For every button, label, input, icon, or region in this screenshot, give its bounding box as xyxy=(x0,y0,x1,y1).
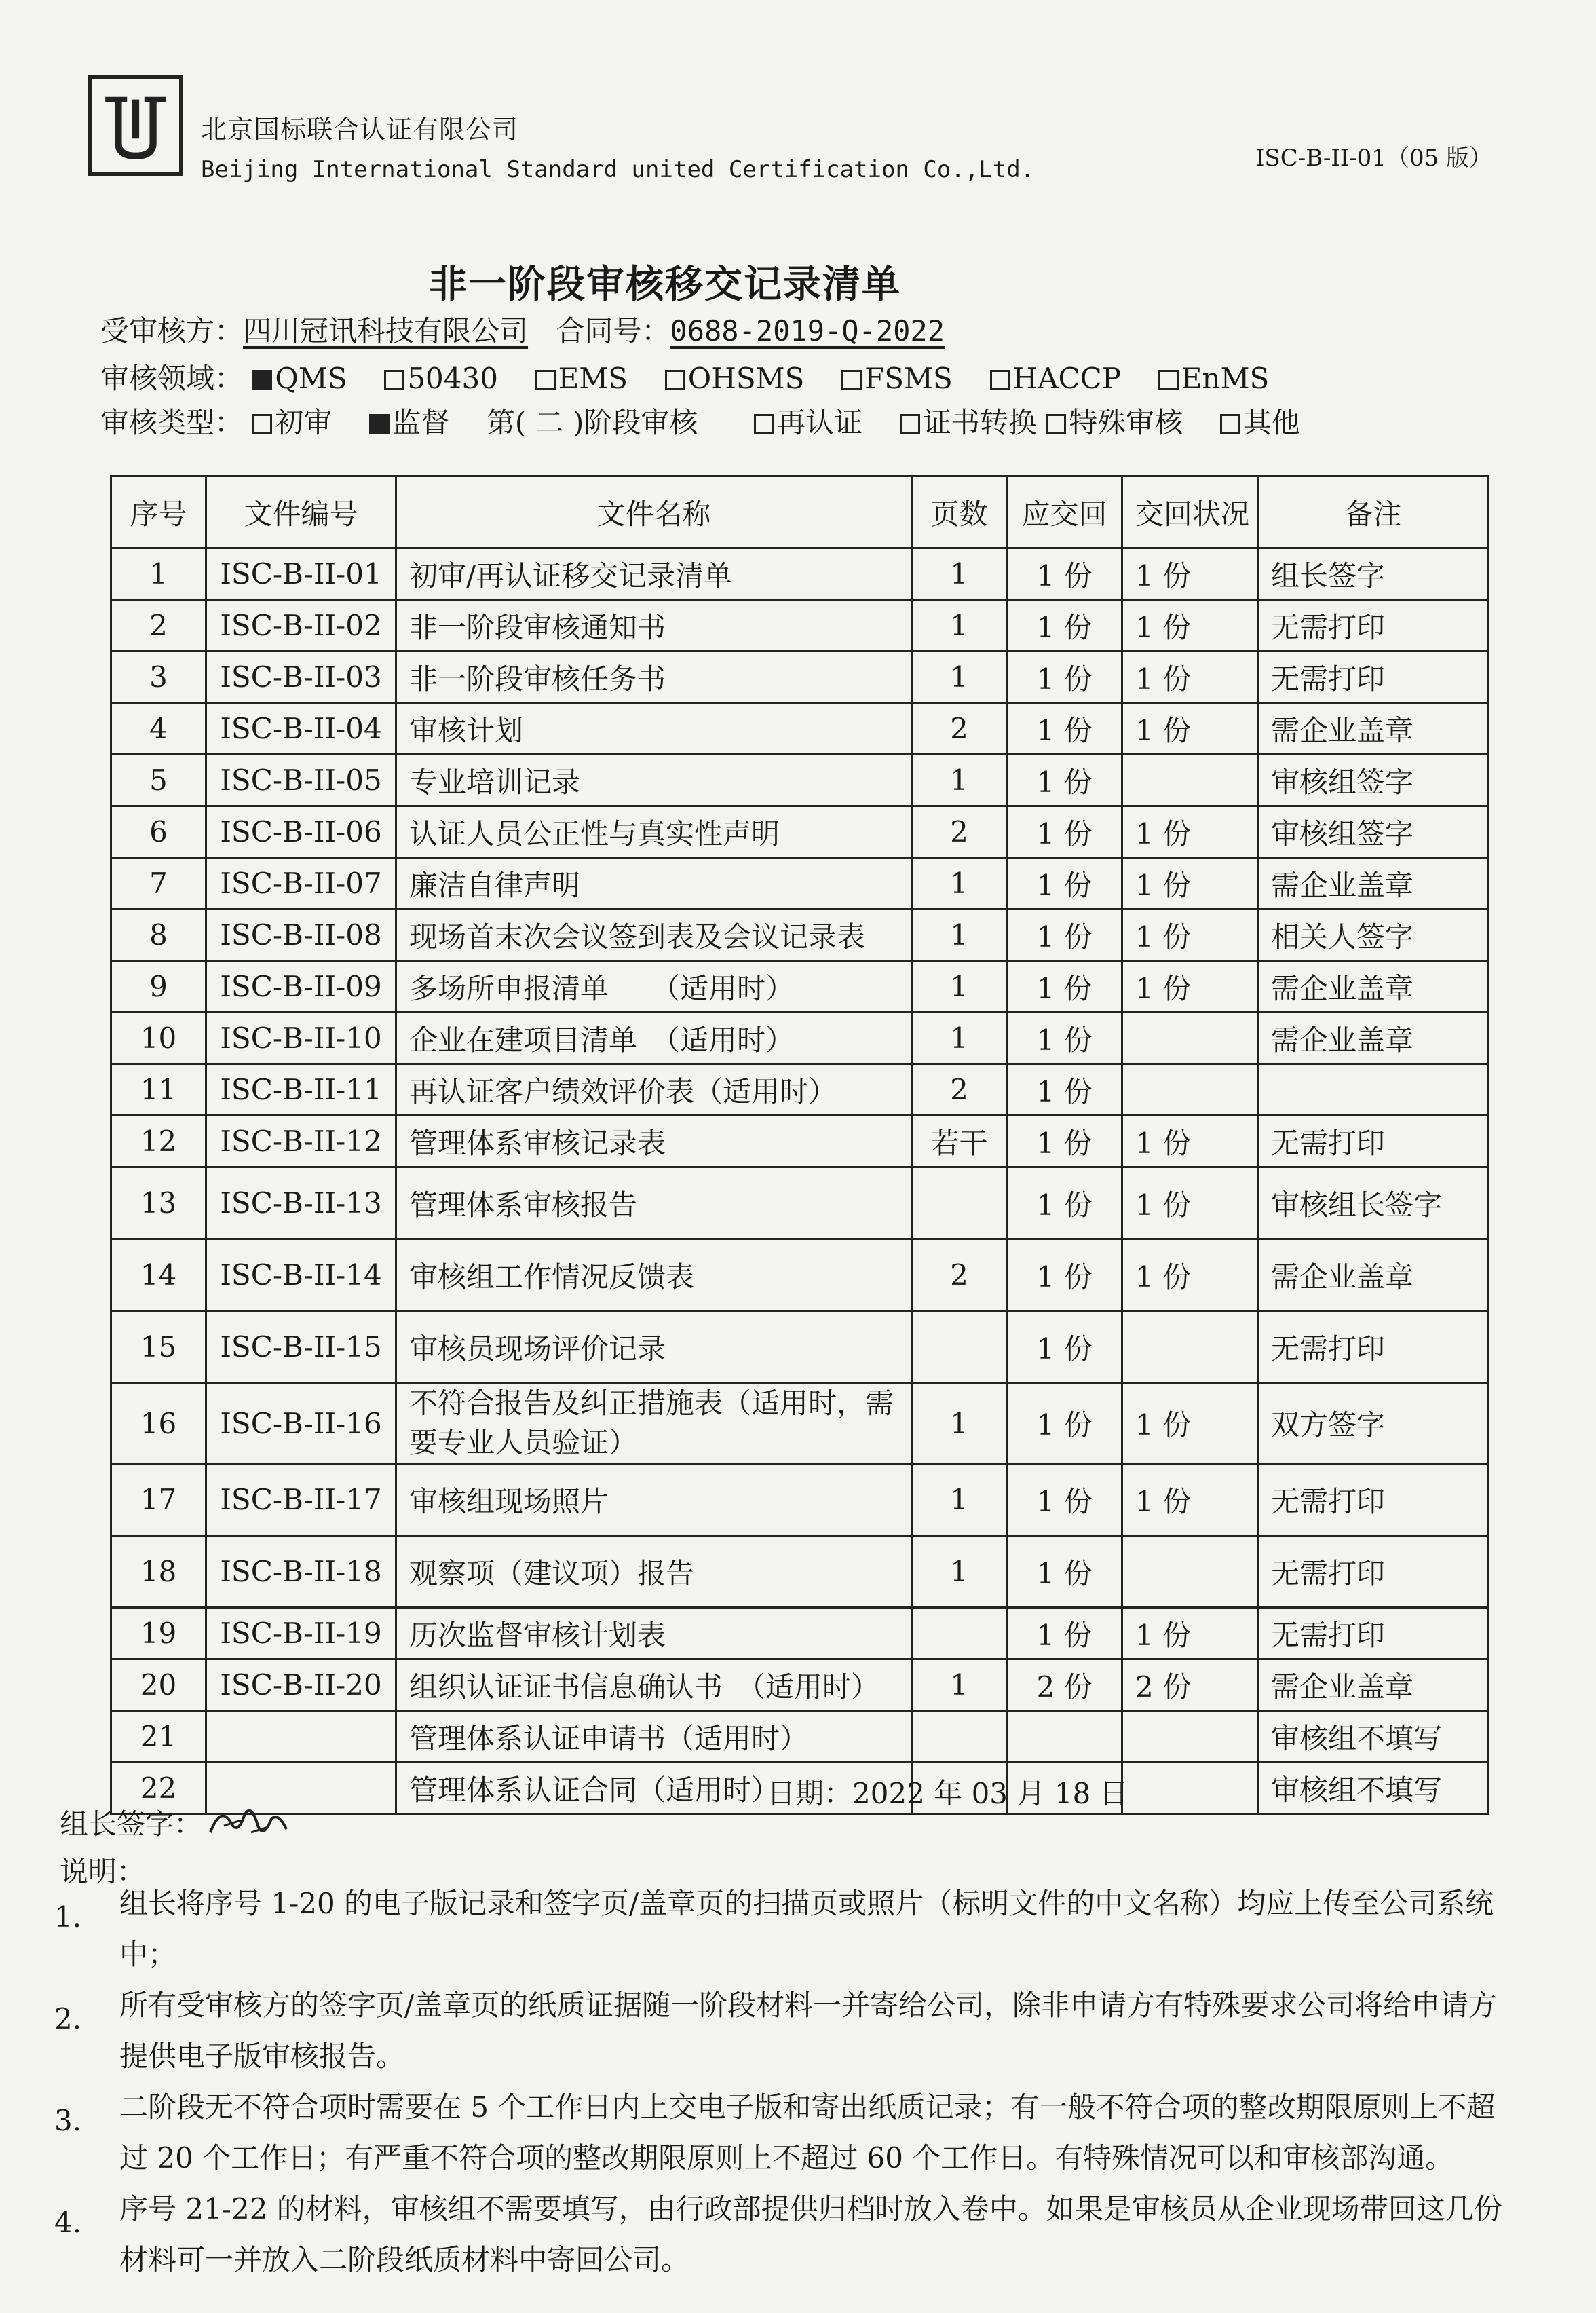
cell-status: 1 份 xyxy=(1122,1383,1258,1464)
cell-due: 1 份 xyxy=(1007,858,1122,909)
table-row xyxy=(111,755,1489,806)
cell-no: 13 xyxy=(111,1167,206,1239)
cell-remark xyxy=(1258,1064,1489,1116)
cell-remark: 需企业盖章 xyxy=(1258,1013,1489,1064)
type-recert: 再认证 xyxy=(754,406,862,439)
cell-no: 12 xyxy=(111,1116,206,1167)
note-line: 二阶段无不符合项时需要在 5 个工作日内上交电子版和寄出纸质记录；有一般不符合项的整改期限原则上不超 xyxy=(119,2090,1496,2124)
table-row xyxy=(111,806,1489,858)
cell-pages: 1 xyxy=(912,1464,1007,1536)
checkbox-icon xyxy=(384,370,404,390)
client-line xyxy=(100,309,945,350)
cell-no: 2 xyxy=(111,600,206,652)
cell-pages: 1 xyxy=(912,548,1007,600)
type-label: 审核类型： xyxy=(100,406,244,439)
cell-due: 1 份 xyxy=(1007,652,1122,703)
table-row xyxy=(111,1311,1489,1383)
company-logo xyxy=(88,75,183,176)
cell-name: 再认证客户绩效评价表（适用时） xyxy=(396,1064,912,1116)
cell-due: 1 份 xyxy=(1007,1383,1122,1464)
cell-status xyxy=(1122,1064,1258,1116)
cell-remark: 无需打印 xyxy=(1258,1116,1489,1167)
cell-remark: 审核组签字 xyxy=(1258,755,1489,806)
cell-status: 1 份 xyxy=(1122,909,1258,961)
cell-code: ISC-B-II-07 xyxy=(206,858,396,909)
cell-remark: 需企业盖章 xyxy=(1258,961,1489,1013)
note-line: 所有受审核方的签字页/盖章页的纸质证据随一阶段材料一并寄给公司，除非申请方有特殊要求公司将给申请方 xyxy=(119,1989,1498,2022)
header-status: 交回状况 xyxy=(1122,476,1258,548)
cell-remark: 审核组不填写 xyxy=(1258,1763,1489,1814)
cell-pages: 2 xyxy=(912,1064,1007,1116)
cell-due: 2 份 xyxy=(1007,1659,1122,1711)
cell-due: 1 份 xyxy=(1007,1536,1122,1608)
cell-code: ISC-B-II-19 xyxy=(206,1608,396,1659)
cell-no: 15 xyxy=(111,1311,206,1383)
date-line: 日期：2022 年 03 月 18 日 xyxy=(767,1777,1128,1810)
table-row xyxy=(111,909,1489,961)
cell-status: 2 份 xyxy=(1122,1659,1258,1711)
cell-remark: 组长签字 xyxy=(1258,548,1489,600)
cell-remark: 审核组长签字 xyxy=(1258,1167,1489,1239)
cell-due: 1 份 xyxy=(1007,548,1122,600)
table-row xyxy=(111,1608,1489,1659)
cell-status: 1 份 xyxy=(1122,961,1258,1013)
table-row xyxy=(111,548,1489,600)
cell-code: ISC-B-II-09 xyxy=(206,961,396,1013)
cell-status xyxy=(1122,1013,1258,1064)
audit-type-line xyxy=(100,400,1300,441)
cell-status: 1 份 xyxy=(1122,1464,1258,1536)
cell-due: 1 份 xyxy=(1007,1311,1122,1383)
cell-no: 7 xyxy=(111,858,206,909)
cell-no: 10 xyxy=(111,1013,206,1064)
cell-code: ISC-B-II-05 xyxy=(206,755,396,806)
checkbox-icon xyxy=(990,370,1010,390)
cell-code: ISC-B-II-11 xyxy=(206,1064,396,1116)
cell-status: 1 份 xyxy=(1122,703,1258,755)
cell-name: 审核员现场评价记录 xyxy=(396,1311,912,1383)
cell-remark: 无需打印 xyxy=(1258,652,1489,703)
type-surveillance: 监督 xyxy=(369,406,449,439)
cell-name: 观察项（建议项）报告 xyxy=(396,1536,912,1608)
header-name: 文件名称 xyxy=(396,476,912,548)
cell-code: ISC-B-II-03 xyxy=(206,652,396,703)
type-stage: 第( 二 )阶段审核 xyxy=(486,406,698,439)
table-row xyxy=(111,1536,1489,1608)
cell-status: 1 份 xyxy=(1122,1116,1258,1167)
cell-due: 1 份 xyxy=(1007,1608,1122,1659)
cell-pages: 1 xyxy=(912,1013,1007,1064)
page-title: 非一阶段审核移交记录清单 xyxy=(429,262,901,307)
cell-name: 专业培训记录 xyxy=(396,755,912,806)
contract-label: 合同号： xyxy=(556,314,670,347)
cell-status: 1 份 xyxy=(1122,858,1258,909)
type-other: 其他 xyxy=(1220,406,1300,439)
checkbox-icon xyxy=(1220,414,1240,434)
cell-name: 不符合报告及纠正措施表（适用时，需要专业人员验证） xyxy=(396,1383,912,1464)
cell-name: 审核组现场照片 xyxy=(396,1464,912,1536)
cell-status: 1 份 xyxy=(1122,1167,1258,1239)
cell-code: ISC-B-II-20 xyxy=(206,1659,396,1711)
cell-pages: 2 xyxy=(912,1239,1007,1311)
checkbox-icon xyxy=(754,414,774,434)
table-row xyxy=(111,961,1489,1013)
domain-enms: EnMS xyxy=(1158,362,1270,395)
cell-code: ISC-B-II-08 xyxy=(206,909,396,961)
cell-no: 17 xyxy=(111,1464,206,1536)
cell-name: 初审/再认证移交记录清单 xyxy=(396,548,912,600)
note-line: 序号 21-22 的材料，审核组不需要填写，由行政部提供归档时放入卷中。如果是审核员从企业现场带回这几份 xyxy=(119,2192,1502,2225)
cell-code: ISC-B-II-06 xyxy=(206,806,396,858)
table-row xyxy=(111,1239,1489,1311)
cell-due: 1 份 xyxy=(1007,703,1122,755)
cell-remark: 无需打印 xyxy=(1258,600,1489,652)
cell-status xyxy=(1122,1536,1258,1608)
cell-status: 1 份 xyxy=(1122,600,1258,652)
cell-remark: 审核组不填写 xyxy=(1258,1711,1489,1763)
table-header-row xyxy=(111,476,1489,548)
cell-name: 审核计划 xyxy=(396,703,912,755)
cell-code: ISC-B-II-04 xyxy=(206,703,396,755)
company-name-cn: 北京国标联合认证有限公司 xyxy=(201,115,519,145)
checkbox-icon xyxy=(841,370,862,390)
cell-due: 1 份 xyxy=(1007,909,1122,961)
cell-code: ISC-B-II-18 xyxy=(206,1536,396,1608)
cell-due: 1 份 xyxy=(1007,1064,1122,1116)
type-special: 特殊审核 xyxy=(1046,406,1183,439)
cell-due: 1 份 xyxy=(1007,755,1122,806)
cell-name: 管理体系认证申请书（适用时） xyxy=(396,1711,912,1763)
checkbox-icon xyxy=(535,370,556,390)
checkbox-icon xyxy=(1158,370,1179,390)
note-number: 1. xyxy=(54,1900,82,1934)
cell-due: 1 份 xyxy=(1007,806,1122,858)
cell-due: 1 份 xyxy=(1007,1167,1122,1239)
checkbox-icon xyxy=(900,414,920,434)
checkbox-checked-icon xyxy=(252,370,272,390)
table-row xyxy=(111,1064,1489,1116)
note-line: 提供电子版审核报告。 xyxy=(119,2039,405,2073)
table-row xyxy=(111,858,1489,909)
cell-remark: 相关人签字 xyxy=(1258,909,1489,961)
note-number: 3. xyxy=(54,2104,82,2137)
cell-no: 14 xyxy=(111,1239,206,1311)
client-label: 受审核方： xyxy=(100,314,244,347)
note-number: 2. xyxy=(54,2002,82,2035)
cell-status: 1 份 xyxy=(1122,1239,1258,1311)
cell-pages xyxy=(912,1608,1007,1659)
cell-code: ISC-B-II-10 xyxy=(206,1013,396,1064)
cell-pages: 1 xyxy=(912,1383,1007,1464)
cell-remark: 需企业盖章 xyxy=(1258,1239,1489,1311)
cell-code xyxy=(206,1711,396,1763)
table-row xyxy=(111,1167,1489,1239)
cell-no: 6 xyxy=(111,806,206,858)
cell-status: 1 份 xyxy=(1122,1608,1258,1659)
checkbox-icon xyxy=(665,370,685,390)
cell-name: 廉洁自律声明 xyxy=(396,858,912,909)
cell-due: 1 份 xyxy=(1007,1116,1122,1167)
cell-status xyxy=(1122,1311,1258,1383)
header-due: 应交回 xyxy=(1007,476,1122,548)
document-code: ISC-B-II-01（05 版） xyxy=(1255,145,1493,172)
cell-remark: 无需打印 xyxy=(1258,1464,1489,1536)
domain-qms: QMS xyxy=(252,362,347,395)
cell-due: 1 份 xyxy=(1007,961,1122,1013)
cell-name: 审核组工作情况反馈表 xyxy=(396,1239,912,1311)
cell-status: 1 份 xyxy=(1122,652,1258,703)
header-pages: 页数 xyxy=(912,476,1007,548)
table-row xyxy=(111,1383,1489,1464)
note-line: 过 20 个工作日；有严重不符合项的整改期限原则上不超过 60 个工作日。有特殊情况可以和审核部沟通。 xyxy=(119,2141,1454,2175)
cell-remark: 无需打印 xyxy=(1258,1311,1489,1383)
cell-remark: 需企业盖章 xyxy=(1258,858,1489,909)
cell-name: 现场首末次会议签到表及会议记录表 xyxy=(396,909,912,961)
cell-no: 18 xyxy=(111,1536,206,1608)
header-code: 文件编号 xyxy=(206,476,396,548)
cell-status: 1 份 xyxy=(1122,548,1258,600)
cell-pages xyxy=(912,1167,1007,1239)
cell-pages: 1 xyxy=(912,1659,1007,1711)
cell-pages: 1 xyxy=(912,600,1007,652)
cell-no: 19 xyxy=(111,1608,206,1659)
cell-pages: 1 xyxy=(912,961,1007,1013)
cell-pages: 2 xyxy=(912,806,1007,858)
note-line: 材料可一并放入二阶段纸质材料中寄回公司。 xyxy=(119,2243,690,2276)
cell-name: 历次监督审核计划表 xyxy=(396,1608,912,1659)
cell-no: 1 xyxy=(111,548,206,600)
cell-code: ISC-B-II-14 xyxy=(206,1239,396,1311)
cell-no: 21 xyxy=(111,1711,206,1763)
cell-pages xyxy=(912,1311,1007,1383)
contract-value: 0688-2019-Q-2022 xyxy=(670,314,945,347)
header-no: 序号 xyxy=(111,476,206,548)
cell-no: 22 xyxy=(111,1763,206,1814)
cell-status: 1 份 xyxy=(1122,806,1258,858)
cell-name: 多场所申报清单 （适用时） xyxy=(396,961,912,1013)
cell-code: ISC-B-II-12 xyxy=(206,1116,396,1167)
cell-due: 1 份 xyxy=(1007,600,1122,652)
cell-name: 管理体系认证合同（适用时） xyxy=(396,1763,912,1814)
cell-code: ISC-B-II-13 xyxy=(206,1167,396,1239)
domain-line xyxy=(100,356,1269,397)
cell-no: 8 xyxy=(111,909,206,961)
cell-pages: 1 xyxy=(912,1536,1007,1608)
notes-label: 说明： xyxy=(60,1855,146,1888)
cell-name: 非一阶段审核任务书 xyxy=(396,652,912,703)
domain-50430: 50430 xyxy=(384,362,498,395)
cell-name: 认证人员公正性与真实性声明 xyxy=(396,806,912,858)
domain-fsms: FSMS xyxy=(841,362,953,395)
cell-code: ISC-B-II-17 xyxy=(206,1464,396,1536)
transfer-record-table xyxy=(110,475,1489,1815)
cell-remark: 需企业盖章 xyxy=(1258,703,1489,755)
cell-name: 非一阶段审核通知书 xyxy=(396,600,912,652)
logo-icon xyxy=(92,79,179,172)
cell-due: 1 份 xyxy=(1007,1013,1122,1064)
cell-pages: 1 xyxy=(912,652,1007,703)
note-number: 4. xyxy=(54,2206,82,2239)
cell-pages: 2 xyxy=(912,703,1007,755)
client-value: 四川冠讯科技有限公司 xyxy=(243,314,529,347)
cell-name: 管理体系审核报告 xyxy=(396,1167,912,1239)
cell-remark: 审核组签字 xyxy=(1258,806,1489,858)
cell-remark: 双方签字 xyxy=(1258,1383,1489,1464)
cell-remark: 需企业盖章 xyxy=(1258,1659,1489,1711)
leader-signature-label: 组长签字： xyxy=(60,1807,203,1841)
company-name-en: Beijing International Standard united Certification Co.,Ltd. xyxy=(201,156,1035,183)
cell-no: 3 xyxy=(111,652,206,703)
cell-name: 管理体系审核记录表 xyxy=(396,1116,912,1167)
cell-no: 16 xyxy=(111,1383,206,1464)
cell-no: 5 xyxy=(111,755,206,806)
domain-ohsms: OHSMS xyxy=(665,362,805,395)
handwritten-signature-icon xyxy=(204,1792,292,1853)
cell-no: 9 xyxy=(111,961,206,1013)
cell-code: ISC-B-II-16 xyxy=(206,1383,396,1464)
checkbox-icon xyxy=(252,414,272,434)
cell-no: 20 xyxy=(111,1659,206,1711)
table-row xyxy=(111,1711,1489,1763)
cell-status xyxy=(1122,755,1258,806)
cell-due xyxy=(1007,1711,1122,1763)
cell-due: 1 份 xyxy=(1007,1239,1122,1311)
table-row xyxy=(111,652,1489,703)
table-row xyxy=(111,1659,1489,1711)
domain-ems: EMS xyxy=(535,362,628,395)
cell-pages: 1 xyxy=(912,909,1007,961)
table-row xyxy=(111,600,1489,652)
cell-no: 11 xyxy=(111,1064,206,1116)
domain-haccp: HACCP xyxy=(990,362,1122,395)
note-line: 组长将序号 1-20 的电子版记录和签字页/盖章页的扫描页或照片（标明文件的中文名称）均应上传至公司系统 xyxy=(119,1887,1494,1920)
cell-pages: 1 xyxy=(912,858,1007,909)
cell-name: 组织认证证书信息确认书 （适用时） xyxy=(396,1659,912,1711)
domain-label: 审核领域： xyxy=(100,362,244,395)
cell-status xyxy=(1122,1763,1258,1814)
type-initial: 初审 xyxy=(252,406,332,439)
cell-no: 4 xyxy=(111,703,206,755)
type-transfer: 证书转换 xyxy=(900,406,1037,439)
cell-code: ISC-B-II-01 xyxy=(206,548,396,600)
table-row xyxy=(111,1013,1489,1064)
cell-pages: 1 xyxy=(912,755,1007,806)
cell-code: ISC-B-II-15 xyxy=(206,1311,396,1383)
checkbox-icon xyxy=(1046,414,1066,434)
cell-code: ISC-B-II-02 xyxy=(206,600,396,652)
cell-pages xyxy=(912,1711,1007,1763)
note-line: 中； xyxy=(119,1938,177,1971)
table-row xyxy=(111,1464,1489,1536)
cell-due: 1 份 xyxy=(1007,1464,1122,1536)
header-remark: 备注 xyxy=(1258,476,1489,548)
checkbox-checked-icon xyxy=(369,414,390,434)
cell-pages: 若干 xyxy=(912,1116,1007,1167)
cell-status xyxy=(1122,1711,1258,1763)
table-row xyxy=(111,703,1489,755)
cell-name: 企业在建项目清单 （适用时） xyxy=(396,1013,912,1064)
cell-remark: 无需打印 xyxy=(1258,1536,1489,1608)
cell-remark: 无需打印 xyxy=(1258,1608,1489,1659)
table-row xyxy=(111,1116,1489,1167)
